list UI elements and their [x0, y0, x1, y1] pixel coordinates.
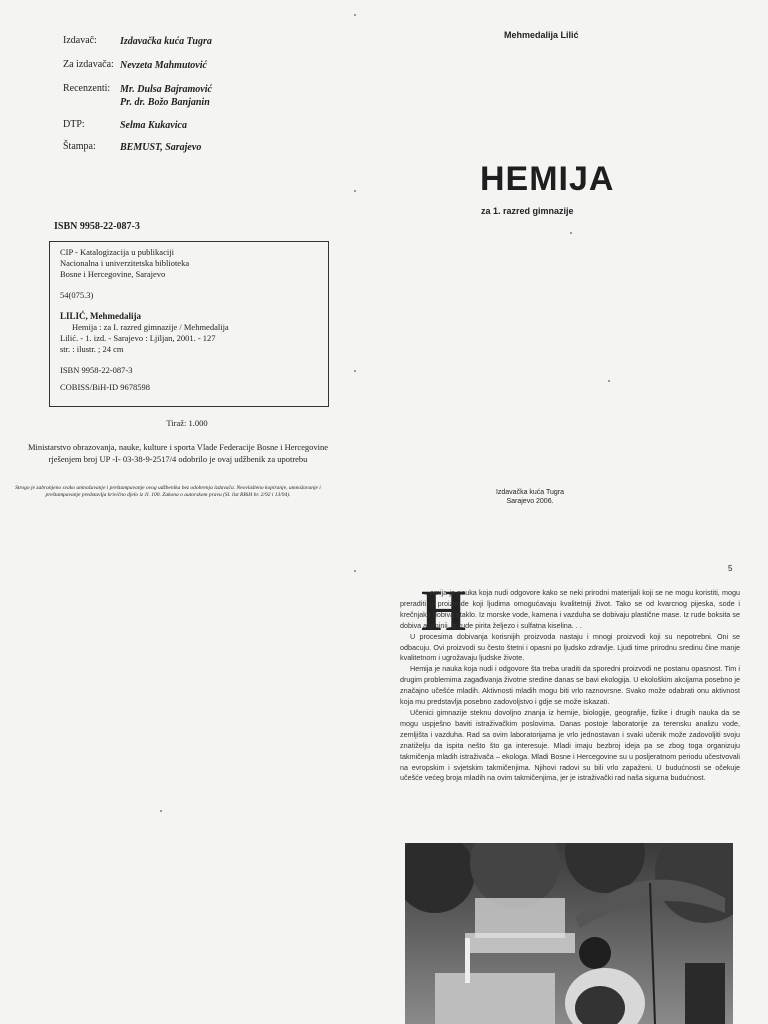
paragraph: Učenici gimnazije steknu dovoljno znanja iz hemije, biologije, geografije, fizike i drugih nauka da se mogu uspješno baviti istraživačkim poslovima. Danas postoje laboratorije za terensku analizu vode, zemljišta i vazduha. Rad sa ovim laboratorijama je vrlo jednostavan i svaki učenik može zadovoljiti svoju znatiželju da ispita nešto što ga interesuje. Mladi imaju bezbroj ideja pa se zbog toga organizuju takmičenja mladih istraživača – ekologa. Mladi Bosne i Hercegovine su u posljeratnom periodu učestvovali na evropskim i svjetskim takmičenjima. Njihovi radovi su bili vrlo zapaženi. U budućnosti se očekuje učešće većeg broja mladih na ovim takmičenjima, jer je istraživački rad naša sigurna budućnost.: [400, 707, 740, 783]
copyright-notice: Strogo je zabranjeno svako umnožavanje i preštampavanje ovog udžbenika bez odobrenja izdavača. Neovlašteno kopiranje, umnožavanje i preštampavanje predstavlja krivično djelo iz čl. 100. Zakona o autorskom pravu (Sl. list RBiH br. 2/92 i 13/94).: [15, 485, 321, 498]
isbn: ISBN 9958-22-087-3: [54, 221, 140, 232]
publisher-name: Izdavačka kuća Tugra: [495, 489, 565, 496]
cip-line: Lilić. - 1. izd. - Sarajevo : Ljiljan, 2001. - 127: [60, 333, 216, 343]
paragraph: Hemija je nauka koja nudi i odgovore šta treba uraditi da sporedni proizvodi ne postanu opasnost. Tim i drugim problemima zagađivanja životne sredine danas se bavi ekologija. U ekološkim akcijama posebno je značajno učešće mladih. Aktivnosti mladih mogu biti vrlo raznovrsne. Svako može odabrati onu aktivnost koja mu predstavlja posebno zadovoljstvo i gdje se može iskazati.: [400, 664, 740, 707]
imprint-value: BEMUST, Sarajevo: [120, 142, 202, 153]
cip-author: LILIĆ, Mehmedalija: [60, 311, 141, 321]
photo-students-fieldwork: [405, 843, 733, 1024]
imprint-label: Izdavač:: [63, 35, 97, 46]
imprint-value: Nevzeta Mahmutović: [120, 60, 207, 71]
cip-isbn: ISBN 9958-22-087-3: [60, 365, 133, 375]
imprint-label: Za izdavača:: [63, 59, 114, 70]
imprint-label: Recenzenti:: [63, 83, 111, 94]
paragraph: emija je nauka koja nudi odgovore kako se neki prirodni materijali koji se ne mogu koristiti, mogu preraditi u proizvode koji ljudima omogućavaju kvalitetniji život. Tako se od kvarcnog pijeska, sode i krečnjaka dobiva staklo. Iz morske vode, kamena i vazduha se dobivaju plastične mase. Iz rude boksita se dobiva aluminij, iz rude pirita željezo i sulfatna kiselina. . .: [400, 588, 740, 630]
cip-line: Bosne i Hercegovine, Sarajevo: [60, 269, 166, 279]
paragraph: U procesima dobivanja korisnijih proizvoda nastaju i mnogi proizvodi koji su nepotrebni. Oni se odbacuju. Ovi proizvodi su često štetni i opasni po ljudsko zdravlje. Ljudi time prirodnu sredinu čine manje kvalitetnom i ugrožavaju ljudske živote.: [400, 631, 740, 663]
cip-line: Hemija : za I. razred gimnazije / Mehmedalija: [72, 322, 229, 332]
cip-udc: 54(075.3): [60, 290, 94, 300]
imprint-value: Mr. Dulsa Bajramović Pr. dr. Božo Banjanin: [120, 84, 212, 108]
book-subtitle: za 1. razred gimnazije: [481, 206, 574, 216]
drop-cap: H: [421, 578, 467, 643]
scan-artifact: [570, 232, 572, 234]
scan-artifact: [354, 190, 356, 192]
scan-artifact: [354, 570, 356, 572]
scan-artifact: [160, 810, 162, 812]
cip-line: Nacionalna i univerzitetska biblioteka: [60, 258, 190, 268]
imprint-label: DTP:: [63, 119, 85, 130]
book-title: HEMIJA: [480, 160, 615, 198]
cip-line: str. : ilustr. ; 24 cm: [60, 344, 124, 354]
cip-record: [49, 241, 329, 407]
page-number: 5: [728, 564, 733, 573]
cip-line: CIP - Katalogizacija u publikaciji: [60, 247, 174, 257]
intro-text: [400, 588, 740, 784]
scan-artifact: [354, 370, 356, 372]
imprint-value: Izdavačka kuća Tugra: [120, 36, 212, 47]
author-name: Mehmedalija Lilić: [504, 30, 579, 40]
place-year: Sarajevo 2006.: [506, 498, 554, 505]
photo-image: [405, 843, 733, 1024]
imprint-value: Selma Kukavica: [120, 120, 187, 131]
imprint-label: Štampa:: [63, 141, 96, 152]
ministry-approval: Ministarstvo obrazovanja, nauke, kulture i sporta Vlade Federacije Bosne i Hercegovine rješenjem broj UP -I- 03-38-9-2517/4 odobrilo je ovaj udžbenik za upotrebu: [27, 442, 329, 464]
publisher-imprint: [470, 488, 590, 506]
scan-artifact: [354, 14, 356, 16]
cip-cobiss: COBISS/BiH-ID 9678598: [60, 382, 150, 392]
scan-artifact: [608, 380, 610, 382]
print-run: Tiraž: 1.000: [166, 418, 208, 428]
